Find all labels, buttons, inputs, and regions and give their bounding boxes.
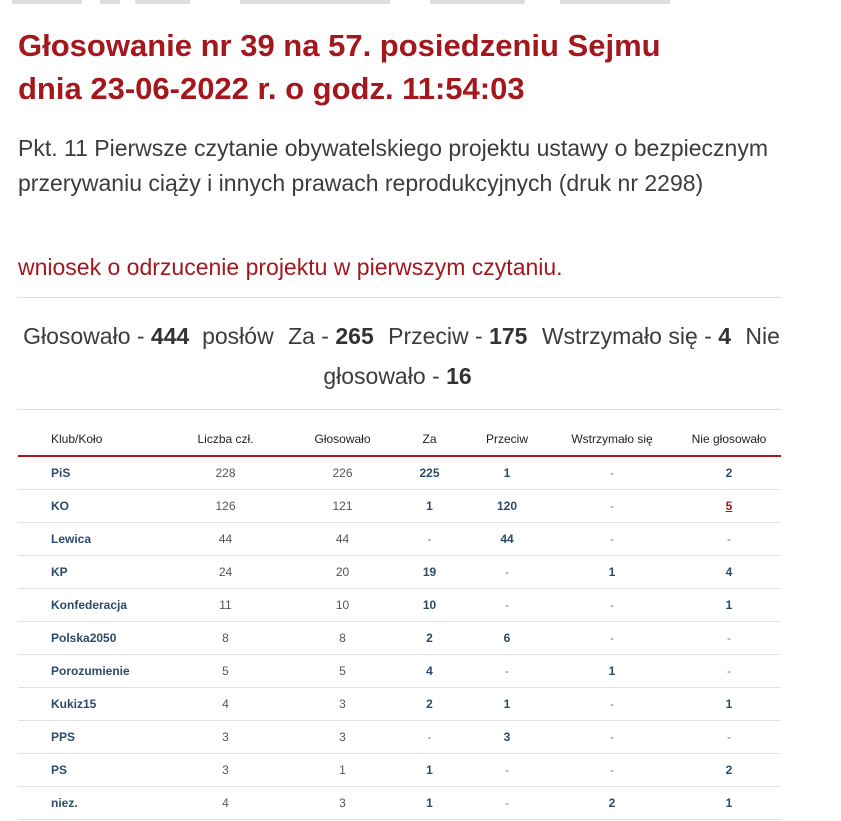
not-voted-link[interactable]: 1 — [677, 787, 781, 820]
abstained-link[interactable]: 2 — [547, 787, 677, 820]
club-link-polska2050[interactable]: Polska2050 — [18, 622, 158, 655]
voted-cell: 5 — [293, 655, 392, 688]
cropped-top-strip — [0, 0, 841, 8]
for-link[interactable]: 19 — [392, 556, 467, 589]
not-voted-cell: - — [677, 622, 781, 655]
voted-cell: 226 — [293, 456, 392, 490]
abstained-cell: - — [547, 688, 677, 721]
against-cell: - — [467, 589, 547, 622]
col-header-voted[interactable]: Głosowało — [293, 423, 392, 456]
summary-not-voted: Nie głosowało - 16 — [323, 323, 780, 389]
abstained-cell: - — [547, 622, 677, 655]
col-header-abstained[interactable]: Wstrzymało się — [547, 423, 677, 456]
club-link-ko[interactable]: KO — [18, 490, 158, 523]
for-cell: - — [392, 721, 467, 754]
voted-cell: 3 — [293, 721, 392, 754]
club-link-kp[interactable]: KP — [18, 556, 158, 589]
motion-text: wniosek o odrzucenie projektu w pierwszym czytaniu. — [18, 254, 563, 280]
voted-cell: 1 — [293, 754, 392, 787]
for-link[interactable]: 1 — [392, 754, 467, 787]
members-cell: 228 — [158, 456, 293, 490]
vote-title: Głosowanie nr 39 na 57. posiedzeniu Sejmu — [18, 28, 661, 63]
members-cell: 4 — [158, 787, 293, 820]
voted-cell: 3 — [293, 787, 392, 820]
table-row — [18, 589, 781, 622]
members-cell: 8 — [158, 622, 293, 655]
for-link[interactable]: 2 — [392, 688, 467, 721]
voted-cell: 44 — [293, 523, 392, 556]
for-link[interactable]: 2 — [392, 622, 467, 655]
abstained-cell: - — [547, 523, 677, 556]
vote-summary — [18, 316, 781, 396]
divider — [18, 409, 781, 410]
club-link-konfederacja[interactable]: Konfederacja — [18, 589, 158, 622]
for-link[interactable]: 225 — [392, 456, 467, 490]
against-link[interactable]: 3 — [467, 721, 547, 754]
against-link[interactable]: 1 — [467, 456, 547, 490]
against-cell: - — [467, 655, 547, 688]
against-link[interactable]: 120 — [467, 490, 547, 523]
summary-abstained: Wstrzymało się - 4 — [541, 323, 731, 349]
abstained-cell: - — [547, 721, 677, 754]
against-link[interactable]: 1 — [467, 688, 547, 721]
not-voted-link[interactable]: 1 — [677, 688, 781, 721]
page-title — [18, 24, 828, 110]
vote-datetime: dnia 23-06-2022 r. o godz. 11:54:03 — [18, 71, 525, 106]
against-link[interactable]: 6 — [467, 622, 547, 655]
abstained-cell: - — [547, 589, 677, 622]
summary-against: Przeciw - 175 — [388, 323, 528, 349]
members-cell: 126 — [158, 490, 293, 523]
club-link-pps[interactable]: PPS — [18, 721, 158, 754]
for-cell: - — [392, 523, 467, 556]
col-header-club[interactable]: Klub/Koło — [18, 423, 158, 456]
members-cell: 4 — [158, 688, 293, 721]
abstained-link[interactable]: 1 — [547, 556, 677, 589]
table-header-row — [18, 423, 781, 456]
voted-cell: 10 — [293, 589, 392, 622]
abstained-cell: - — [547, 754, 677, 787]
members-cell: 24 — [158, 556, 293, 589]
table-row — [18, 556, 781, 589]
abstained-cell: - — [547, 456, 677, 490]
abstained-cell: - — [547, 490, 677, 523]
table-row — [18, 688, 781, 721]
against-cell: - — [467, 787, 547, 820]
for-link[interactable]: 4 — [392, 655, 467, 688]
for-link[interactable]: 10 — [392, 589, 467, 622]
summary-voted: Głosowało - 444 posłów — [23, 323, 274, 349]
col-header-not-voted[interactable]: Nie głosowało — [677, 423, 781, 456]
for-link[interactable]: 1 — [392, 490, 467, 523]
club-link-niez[interactable]: niez. — [18, 787, 158, 820]
club-link-kukiz15[interactable]: Kukiz15 — [18, 688, 158, 721]
table-row — [18, 655, 781, 688]
col-header-for[interactable]: Za — [392, 423, 467, 456]
table-row — [18, 456, 781, 490]
club-link-lewica[interactable]: Lewica — [18, 523, 158, 556]
summary-for: Za - 265 — [288, 323, 374, 349]
not-voted-link[interactable]: 4 — [677, 556, 781, 589]
members-cell: 5 — [158, 655, 293, 688]
results-table — [18, 423, 781, 820]
against-cell: - — [467, 556, 547, 589]
not-voted-link[interactable]: 2 — [677, 456, 781, 490]
agenda-item: Pkt. 11 Pierwsze czytanie obywatelskiego projektu ustawy o bezpiecznym przerywaniu ciąży i innych prawach reprodukcyjnych (druk nr 2298) — [18, 135, 768, 196]
not-voted-link[interactable]: 5 — [677, 490, 781, 523]
table-row — [18, 721, 781, 754]
members-cell: 3 — [158, 721, 293, 754]
not-voted-cell: - — [677, 655, 781, 688]
table-row — [18, 622, 781, 655]
against-cell: - — [467, 754, 547, 787]
voted-cell: 121 — [293, 490, 392, 523]
members-cell: 3 — [158, 754, 293, 787]
voted-cell: 20 — [293, 556, 392, 589]
divider — [18, 297, 781, 298]
against-link[interactable]: 44 — [467, 523, 547, 556]
col-header-against[interactable]: Przeciw — [467, 423, 547, 456]
members-cell: 44 — [158, 523, 293, 556]
table-row — [18, 754, 781, 787]
club-link-ps[interactable]: PS — [18, 754, 158, 787]
members-cell: 11 — [158, 589, 293, 622]
club-link-porozumienie[interactable]: Porozumienie — [18, 655, 158, 688]
col-header-members[interactable]: Liczba czł. — [158, 423, 293, 456]
not-voted-cell: - — [677, 523, 781, 556]
voted-cell: 8 — [293, 622, 392, 655]
not-voted-link[interactable]: 1 — [677, 589, 781, 622]
voted-cell: 3 — [293, 688, 392, 721]
table-row — [18, 523, 781, 556]
not-voted-cell: - — [677, 721, 781, 754]
not-voted-link[interactable]: 2 — [677, 754, 781, 787]
for-link[interactable]: 1 — [392, 787, 467, 820]
club-link-pis[interactable]: PiS — [18, 456, 158, 490]
table-row — [18, 787, 781, 820]
abstained-link[interactable]: 1 — [547, 655, 677, 688]
table-row — [18, 490, 781, 523]
